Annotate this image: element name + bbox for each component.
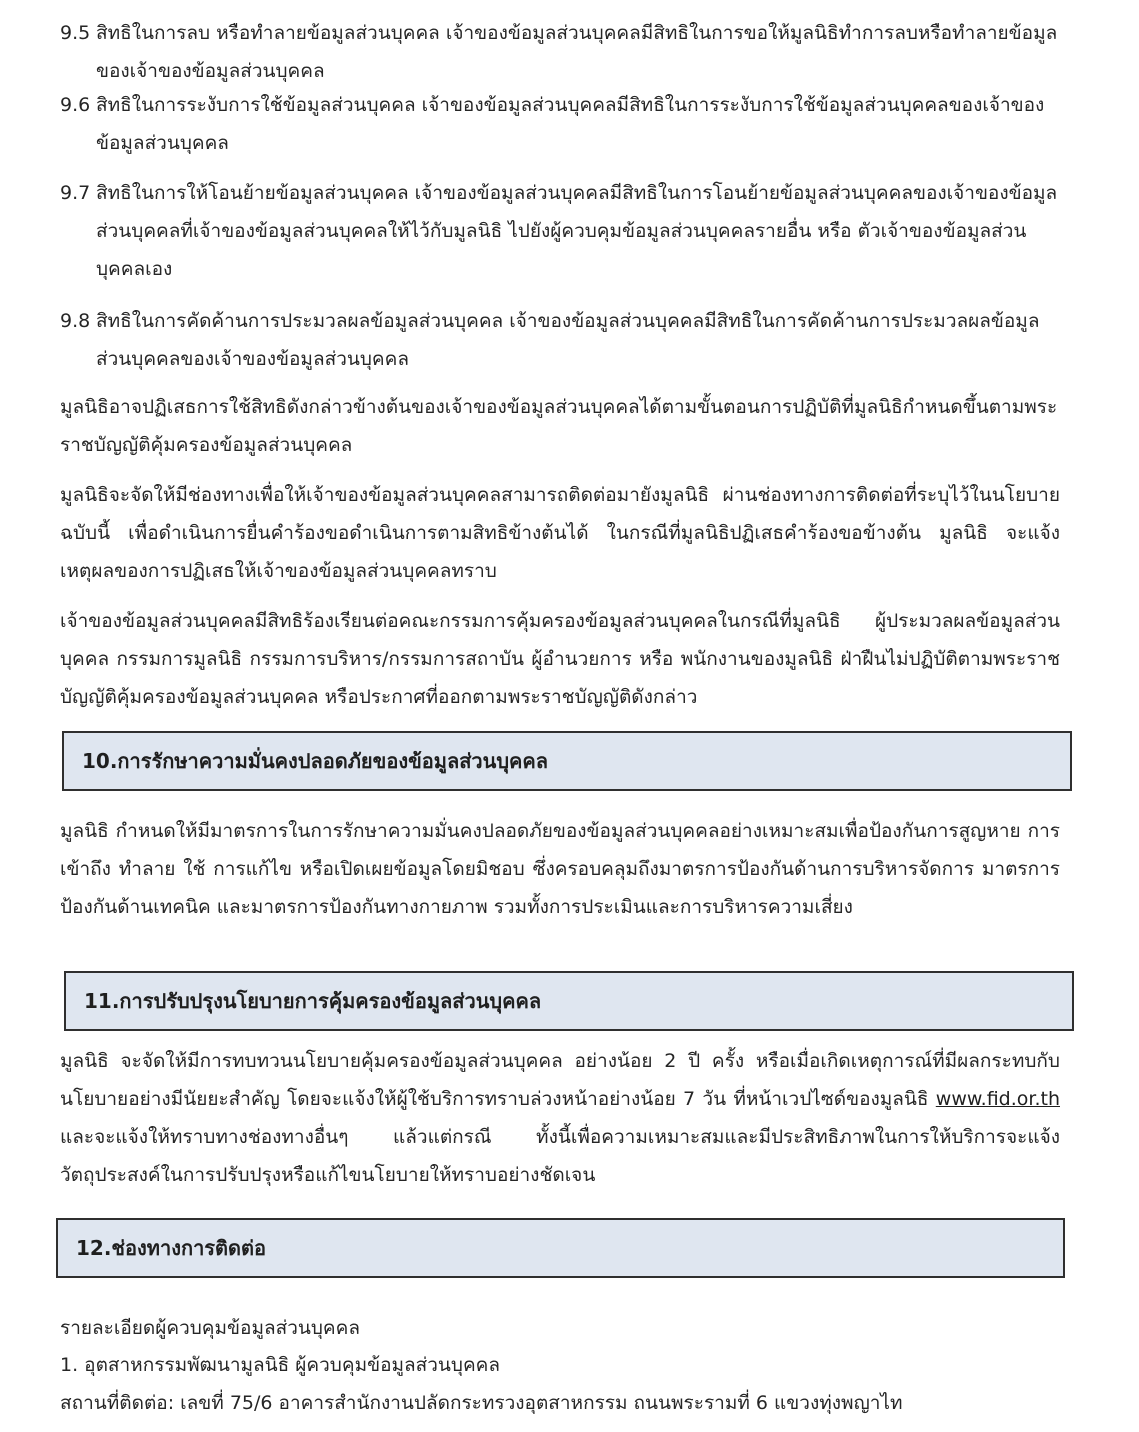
item-text: สิทธิในการให้โอนย้ายข้อมูลส่วนบุคคล เจ้าของข้อมูลส่วนบุคคลมีสิทธิในการโอนย้ายข้อมูลส่วนบุคคลของเจ้าของข้อมูลส่วนบุคคลที่เจ้าของข้อมูลส่วนบุคคลให้ไว้กับมูลนิธิ ไปยังผู้ควบคุมข้อมูลส่วนบุคคลรายอื่น หรือ ตัวเจ้าของข้อมูลส่วนบุคคลเอง: [96, 182, 1058, 280]
section-heading-11: [64, 971, 1074, 1031]
section-heading-10: [62, 731, 1072, 791]
right-item-9-7: [60, 174, 1060, 288]
item-text: สิทธิในการลบ หรือทำลายข้อมูลส่วนบุคคล เจ้าของข้อมูลส่วนบุคคลมีสิทธิในการขอให้มูลนิธิทำการลบหรือทำลายข้อมูลของเจ้าของข้อมูลส่วนบุคคล: [96, 22, 1058, 82]
section-heading-10-text: 10.การรักษาความมั่นคงปลอดภัยของข้อมูลส่วนบุคคล: [82, 749, 549, 773]
contact-line-1: 1. อุตสาหกรรมพัฒนามูลนิธิ ผู้ควบคุมข้อมูลส่วนบุคคล: [60, 1354, 501, 1376]
item-number: 9.7: [60, 182, 91, 204]
item-number: 9.6: [60, 94, 91, 116]
item-number: 9.8: [60, 310, 91, 332]
item-text: สิทธิในการระงับการใช้ข้อมูลส่วนบุคคล เจ้าของข้อมูลส่วนบุคคลมีสิทธิในการระงับการใช้ข้อมูลส่วนบุคคลของเจ้าของข้อมูลส่วนบุคคล: [96, 94, 1045, 154]
paragraph-policy-review: [60, 1042, 1060, 1194]
paragraph-security-measures: มูลนิธิ กำหนดให้มีมาตรการในการรักษาความมั่นคงปลอดภัยของข้อมูลส่วนบุคคลอย่างเหมาะสมเพื่อป้องกันการสูญหาย การเข้าถึง ทำลาย ใช้ การแก้ไข หรือเปิดเผยข้อมูลโดยมิชอบ ซึ่งครอบคลุมถึงมาตรการป้องกันด้านการบริหารจัดการ มาตรการป้องกันด้านเทคนิค และมาตรการป้องกันทางกายภาพ รวมทั้งการประเมินและการบริหารความเสี่ยง: [60, 820, 1060, 918]
section-heading-12-text: 12.ช่องทางการติดต่อ: [76, 1236, 267, 1260]
website-link[interactable]: www.fid.or.th: [935, 1088, 1060, 1110]
contact-address: สถานที่ติดต่อ: เลขที่ 75/6 อาคารสำนักงานปลัดกระทรวงอุตสาหกรรม ถนนพระรามที่ 6 แขวงทุ่งพญาไท: [60, 1392, 903, 1414]
paragraph-rights-refusal: มูลนิธิอาจปฏิเสธการใช้สิทธิดังกล่าวข้างต้นของเจ้าของข้อมูลส่วนบุคคลได้ตามขั้นตอนการปฏิบัติที่มูลนิธิกำหนดขึ้นตามพระราชบัญญัติคุ้มครองข้อมูลส่วนบุคคล: [60, 396, 1058, 456]
section-heading-11-text: 11.การปรับปรุงนโยบายการคุ้มครองข้อมูลส่วนบุคคล: [84, 989, 542, 1013]
item-number: 9.5: [60, 22, 91, 44]
right-item-9-5: [60, 14, 1060, 90]
policy-review-text-start: มูลนิธิ จะจัดให้มีการทบทวนนโยบายคุ้มครองข้อมูลส่วนบุคคล อย่างน้อย 2 ปี ครั้ง หรือเมื่อเกิดเหตุการณ์ที่มีผลกระทบกับนโยบายอย่างมีนัยยะสำคัญ โดยจะแจ้งให้ผู้ใช้บริการทราบล่วงหน้าอย่างน้อย 7 วัน ที่หน้าเวปไซด์ของมูลนิธิ: [60, 1050, 1060, 1110]
section-heading-12: [56, 1218, 1065, 1278]
contact-intro: รายละเอียดผู้ควบคุมข้อมูลส่วนบุคคล: [60, 1317, 360, 1339]
paragraph-contact-channel: มูลนิธิจะจัดให้มีช่องทางเพื่อให้เจ้าของข้อมูลส่วนบุคคลสามารถติดต่อมายังมูลนิธิ ผ่านช่องทางการติดต่อที่ระบุไว้ในนโยบายฉบับนี้ เพื่อดำเนินการยื่นคำร้องขอดำเนินการตามสิทธิข้างต้นได้ ในกรณีที่มูลนิธิปฏิเสธคำร้องขอข้างต้น มูลนิธิ จะแจ้งเหตุผลของการปฏิเสธให้เจ้าของข้อมูลส่วนบุคคลทราบ: [60, 484, 1060, 582]
paragraph-complaint-right: เจ้าของข้อมูลส่วนบุคคลมีสิทธิร้องเรียนต่อคณะกรรมการคุ้มครองข้อมูลส่วนบุคคลในกรณีที่มูลนิธิ ผู้ประมวลผลข้อมูลส่วนบุคคล กรรมการมูลนิธิ กรรมการบริหาร/กรรมการสถาบัน ผู้อำนวยการ หรือ พนักงานของมูลนิธิ ฝ่าฝืนไม่ปฏิบัติตามพระราชบัญญัติคุ้มครองข้อมูลส่วนบุคคล หรือประกาศที่ออกตามพระราชบัญญัติดังกล่าว: [60, 610, 1060, 708]
right-item-9-8: [60, 302, 1060, 378]
item-text: สิทธิในการคัดค้านการประมวลผลข้อมูลส่วนบุคคล เจ้าของข้อมูลส่วนบุคคลมีสิทธิในการคัดค้านการประมวลผลข้อมูลส่วนบุคคลของเจ้าของข้อมูลส่วนบุคคล: [96, 310, 1040, 370]
policy-review-text-end: และจะแจ้งให้ทราบทางช่องทางอื่นๆ แล้วแต่กรณี ทั้งนี้เพื่อความเหมาะสมและมีประสิทธิภาพในการให้บริการจะแจ้งวัตถุประสงค์ในการปรับปรุงหรือแก้ไขนโยบายให้ทราบอย่างชัดเจน: [60, 1126, 1060, 1186]
right-item-9-6: [60, 86, 1060, 162]
